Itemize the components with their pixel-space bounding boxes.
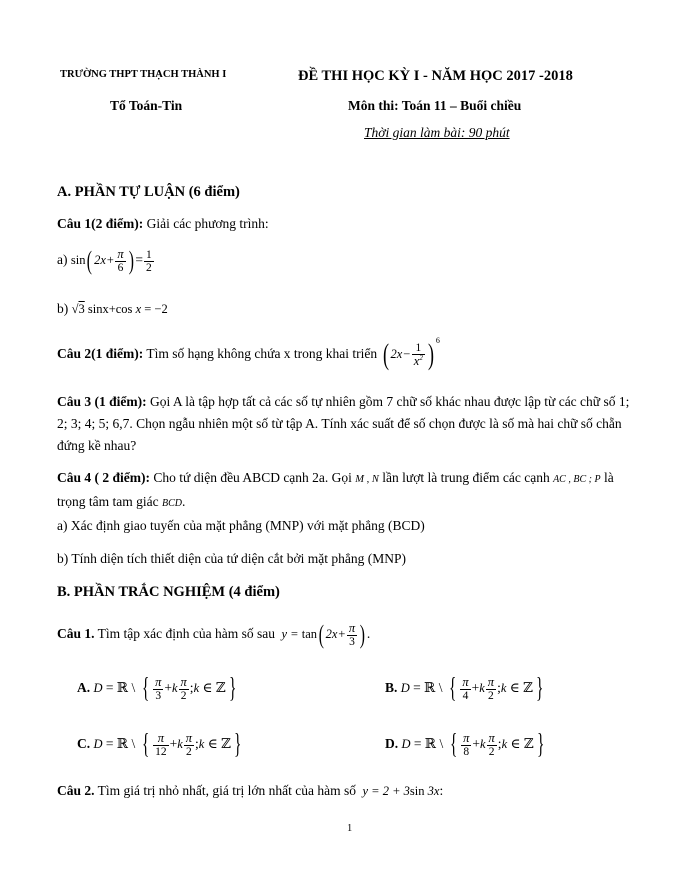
group-name: Tổ Toán-Tin xyxy=(110,98,183,113)
question-3 xyxy=(57,391,637,457)
part-b-heading: B. PHẦN TRẮC NGHIỆM (4 điểm) xyxy=(57,584,280,600)
q1-text: Giải các phương trình: xyxy=(146,216,269,231)
q2-label: Câu 2(1 điểm): xyxy=(57,346,144,362)
q4b: b) Tính diện tích thiết diện của tứ diện cắt bởi mặt phẳng (MNP) xyxy=(57,551,407,566)
mc-question-2: Câu 2. Tìm giá trị nhỏ nhất, giá trị lớn nhất của hàm số y = 2 + 3sin 3x: xyxy=(57,783,444,798)
option-c-label: C. xyxy=(77,736,91,752)
option-b: B. D = ℝ \ { $\frac{\pi}{4}$ +k $\frac{\pi}{2}$ ;k ∈ ℤ } xyxy=(385,673,544,704)
option-d: D. D = ℝ \ { $\frac{\pi}{8}$ +k $\frac{\pi}{2}$ ;k ∈ ℤ } xyxy=(385,729,545,760)
q4a: a) Xác định giao tuyến của mặt phẳng (MNP) với mặt phẳng (BCD) xyxy=(57,518,425,533)
q3-label: Câu 3 (1 điểm): xyxy=(57,394,147,409)
question-2: Câu 2(1 điểm): Tìm số hạng không chứa x trong khai triển ( 2x− $\frac{1}{x^2}$ ) $^6$ xyxy=(57,335,440,371)
question-1 xyxy=(57,216,269,232)
page-number: 1 xyxy=(347,823,353,834)
q1a-label: a) xyxy=(57,252,68,268)
c1-label: Câu 1. xyxy=(57,626,95,642)
c2-text: Tìm giá trị nhỏ nhất, giá trị lớn nhất của hàm số xyxy=(97,783,356,798)
option-c: C. D = ℝ \ { $\frac{\pi}{12}$ +k $\frac{\pi}{2}$ ;k ∈ ℤ } xyxy=(77,729,242,760)
option-a: A. D = ℝ \ { $\frac{\pi}{3}$ +k $\frac{\pi}{2}$ ;k ∈ ℤ } xyxy=(77,673,237,704)
part-a-heading: A. PHẦN TỰ LUẬN (6 điểm) xyxy=(57,184,240,200)
q1-label: Câu 1(2 điểm): xyxy=(57,216,144,231)
q2-text: Tìm số hạng không chứa x trong khai triển xyxy=(146,346,378,362)
q4-text-3: cạnh xyxy=(524,470,550,485)
exam-title: ĐỀ THI HỌC KỲ I - NĂM HỌC 2017 -2018 xyxy=(298,68,573,84)
q1b-equation: b) √3 sinx+cos x = −2 xyxy=(57,301,168,316)
q4-text-4: là trọng tâm tam giác xyxy=(57,470,614,509)
question-4: Câu 4 ( 2 điểm): Cho tứ diện đều ABCD cạnh 2a. Gọi M , N lần lượt là trung điểm các cạnh AC , BC ; P là trọng tâm tam giác BCD. xyxy=(57,470,614,509)
subject-line: Môn thi: Toán 11 – Buổi chiều xyxy=(348,98,522,113)
c2-label: Câu 2. xyxy=(57,783,95,798)
q4-text-1: Cho tứ diện đều ABCD cạnh 2a. Gọi xyxy=(153,470,352,485)
option-d-label: D. xyxy=(385,736,399,752)
c1-text: Tìm tập xác định của hàm số sau xyxy=(97,626,275,642)
q3-text: Gọi A là tập hợp tất cả các số tự nhiên gồm 7 chữ số khác nhau được lập từ các chữ số 1; 2; 3; 4; 5; 6,7. Chọn ngẫu nhiên một số từ tập A. Tính xác suất để số chọn được là số mà hai chữ số chẵn đứng kề nhau? xyxy=(57,394,630,453)
time-line: Thời gian làm bài: 90 phút xyxy=(364,125,510,140)
school-name: TRƯỜNG THPT THẠCH THÀNH I xyxy=(60,69,227,80)
option-b-label: B. xyxy=(385,680,398,696)
q1b-label: b) xyxy=(57,301,69,316)
mc-question-1: Câu 1. Tìm tập xác định của hàm số sau y = tan( 2x+ $\frac{\pi}{3}$ ) . xyxy=(57,620,371,650)
q1a-equation: a) sin( 2x+ $\frac{\pi}{6}$ ) = $\frac{1}{2}$ xyxy=(57,246,152,276)
option-a-label: A. xyxy=(77,680,91,696)
q4-text-2: lần lượt là trung điểm các xyxy=(382,470,521,485)
q4-label: Câu 4 ( 2 điểm): xyxy=(57,470,150,485)
